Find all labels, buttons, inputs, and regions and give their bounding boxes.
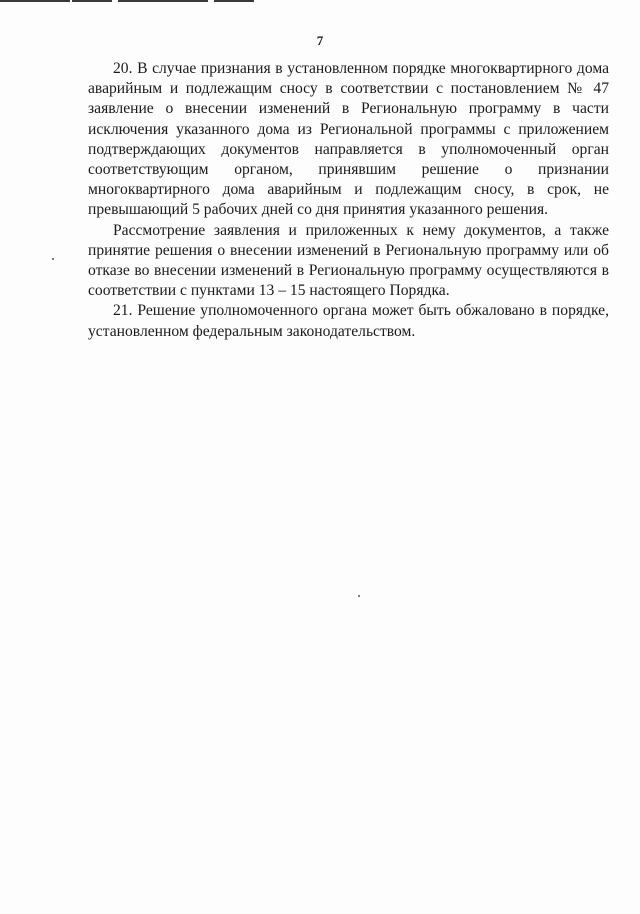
scan-edge-artifact (0, 0, 640, 3)
paragraph-20-continuation: Рассмотрение заявления и приложенных к нему документов, а также принятие решения о внесении изменений в Региональную программу или об отказе во внесении изменений в Региональную программу осуществляются в соответствии с пунктами 13 – 15 настоящего Порядка. (88, 221, 609, 300)
scan-speck (52, 258, 54, 260)
page-number: 7 (316, 33, 324, 48)
document-body (88, 59, 609, 342)
scan-speck (358, 595, 360, 597)
paragraph-20: 20. В случае признания в установленном порядке многоквартирного дома аварийным и подлежащим сносу в соответствии с постановлением № 47 заявление о внесении изменений в Региональную программу в части исключения указанного дома из Региональной программы с приложением подтверждающих документов направляется в уполномоченный орган соответствующим органом, принявшим решение о признании многоквартирного дома аварийным и подлежащим сносу, в срок, не превышающий 5 рабочих дней со дня принятия указанного решения. (88, 60, 609, 219)
paragraph-21: 21. Решение уполномоченного органа может быть обжаловано в порядке, установленном федеральным законодательством. (88, 302, 609, 340)
